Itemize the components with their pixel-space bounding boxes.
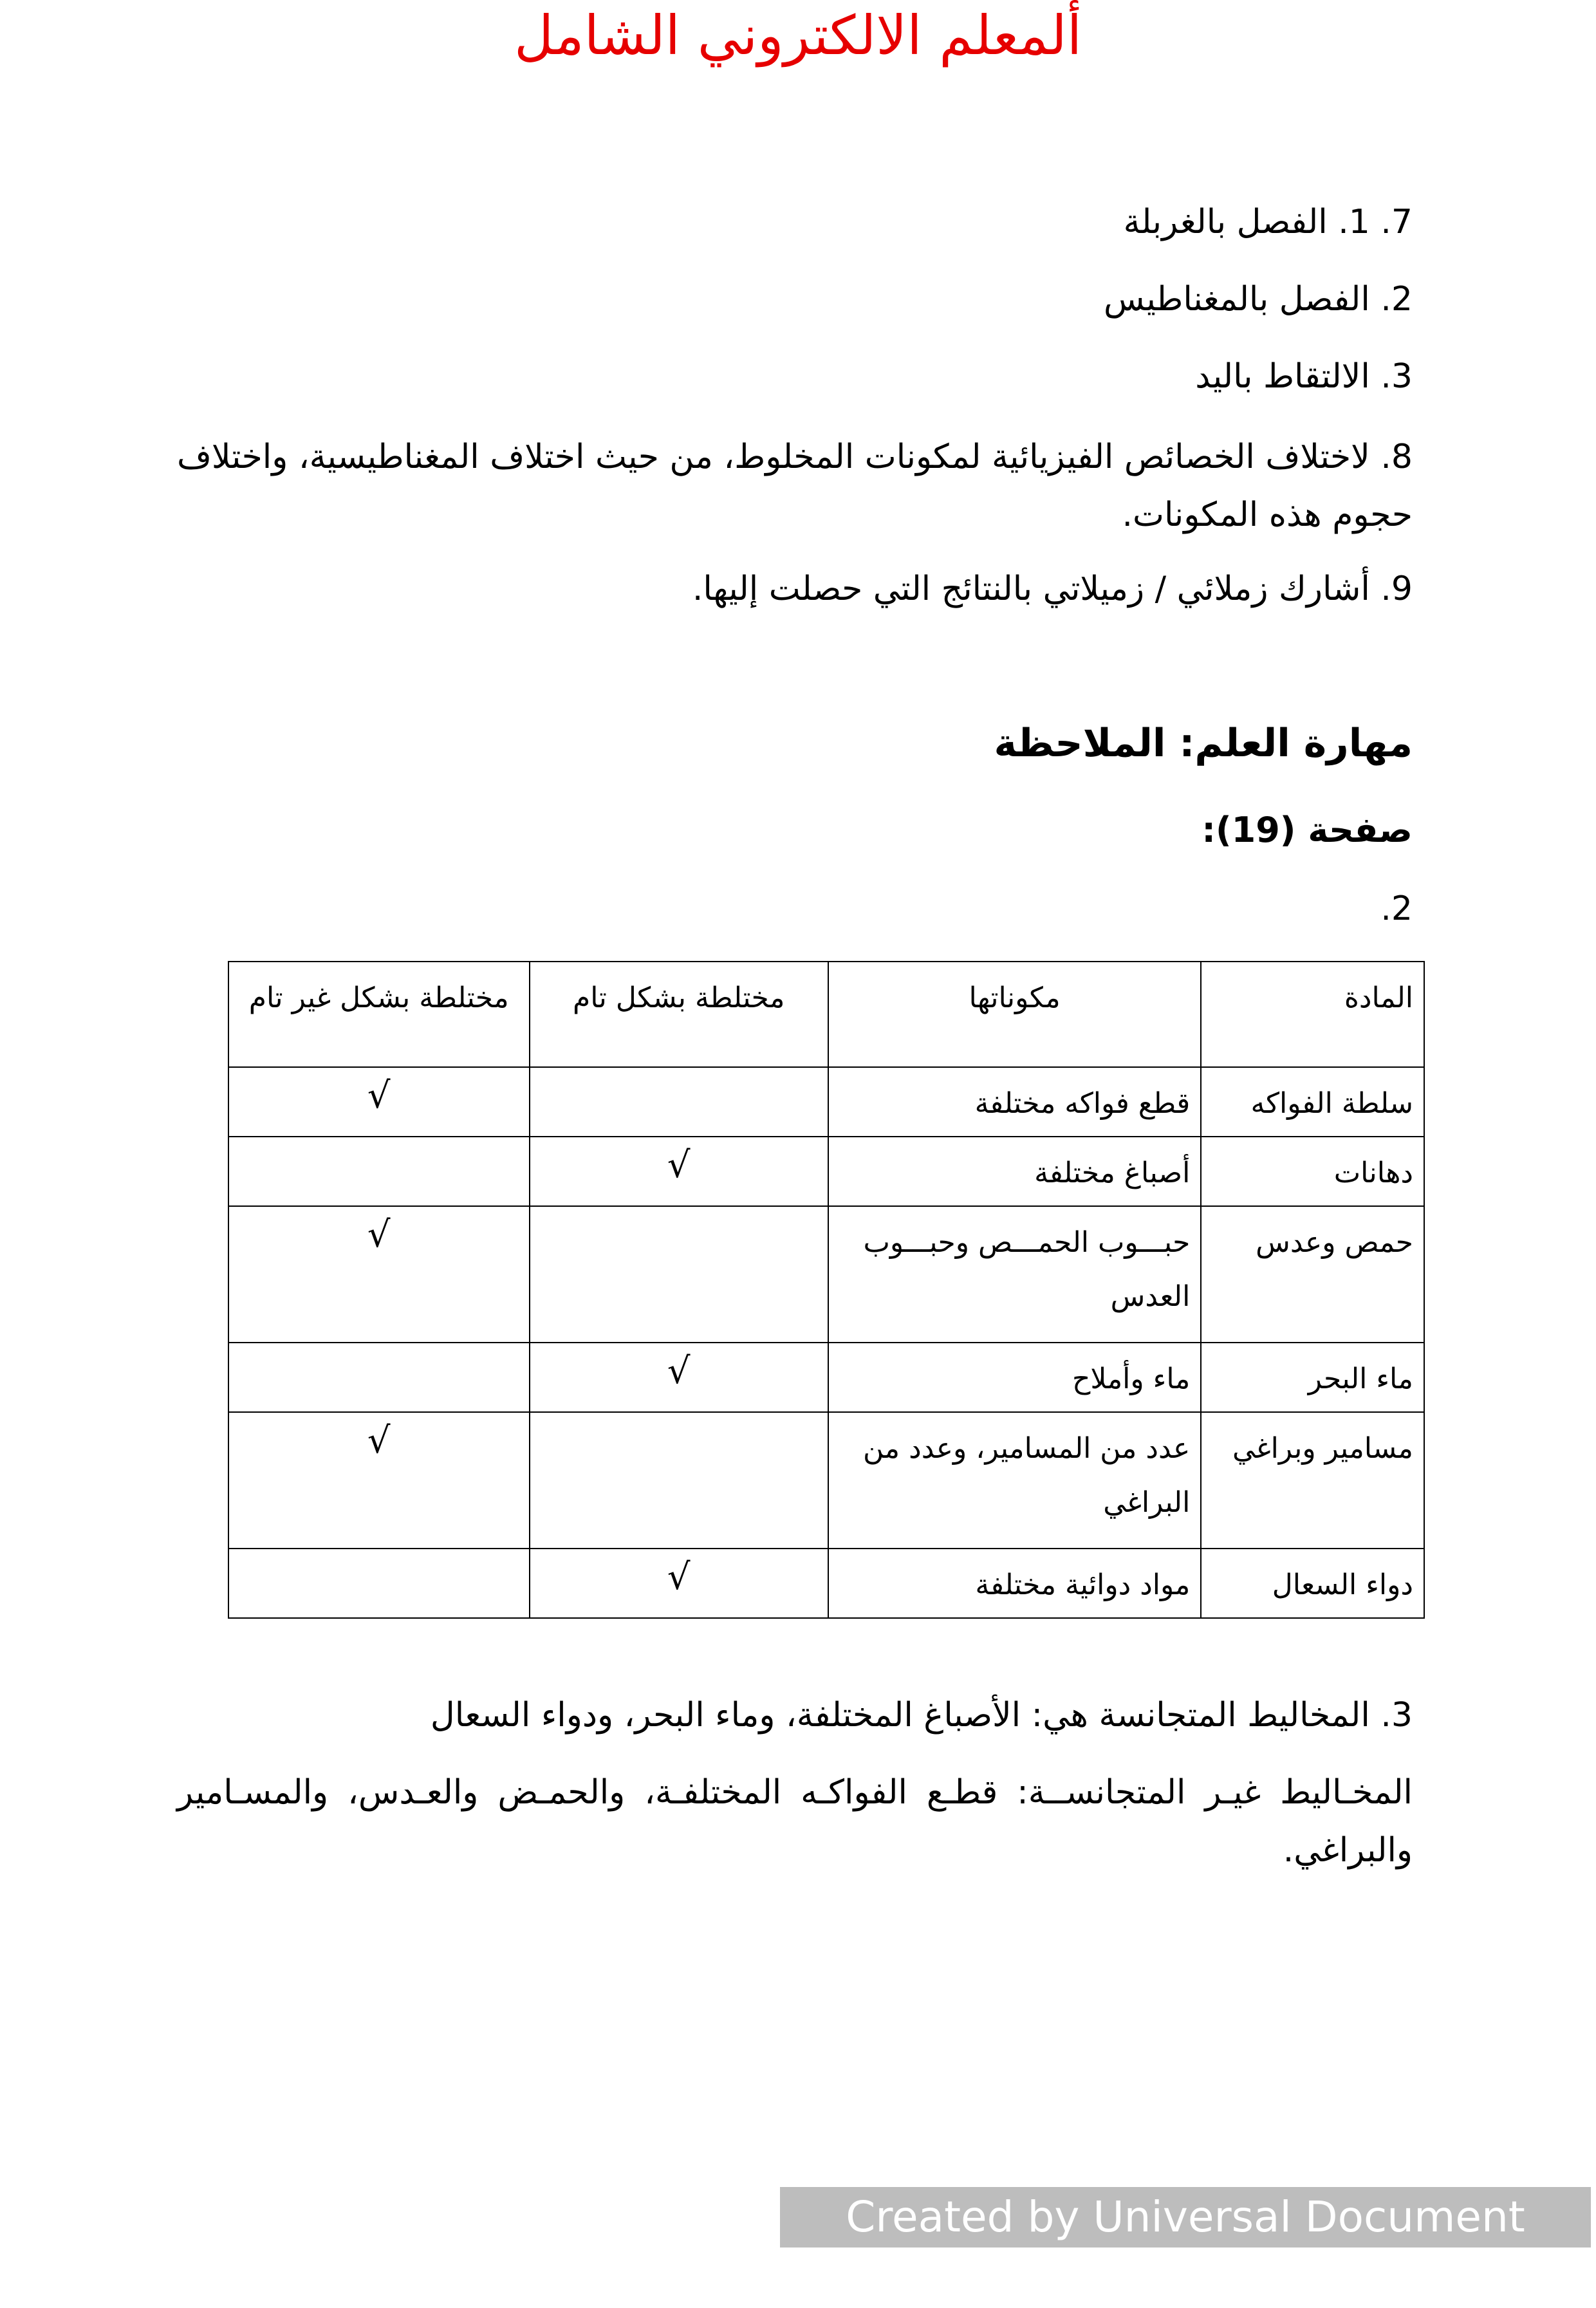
cell-complete-check [530,1067,828,1137]
cell-incomplete-check [228,1343,530,1412]
cell-material: ماء البحر [1201,1343,1424,1412]
cell-material: دواء السعال [1201,1549,1424,1618]
item-number-2: 2. [1380,889,1413,928]
cell-incomplete-check [228,1549,530,1618]
header-incomplete-mix: مختلطة بشكل غير تام [228,962,530,1067]
cell-components: حبـــوب الحمـــص وحبـــوب العدس [828,1206,1201,1343]
cell-components: مواد دوائية مختلفة [828,1549,1201,1618]
q8-answer: 8. لاختلاف الخصائص الفيزيائية لمكونات المخلوط، من حيث اختلاف المغناطيسية، واختلاف حجوم هذه المكونات. [177,438,1413,534]
cell-material: سلطة الفواكه [1201,1067,1424,1137]
section-heading: مهارة العلم: الملاحظة [994,721,1413,766]
mixtures-table [228,961,1425,1619]
q9-answer: 9. أشارك زملائي / زميلاتي بالنتائج التي حصلت إليها. [692,570,1413,608]
q7-item-2: 2. الفصل بالمغناطيس [1104,280,1413,319]
header-material: المادة [1201,962,1424,1067]
cell-incomplete-check: √ [228,1206,530,1343]
cell-incomplete-check: √ [228,1412,530,1549]
cell-components: أصباغ مختلفة [828,1137,1201,1206]
page-reference: صفحة (19): [1202,810,1413,850]
cell-incomplete-check: √ [228,1067,530,1137]
watermark: Created by Universal Document Converter [780,2187,1591,2248]
q3-homogeneous: 3. المخاليط المتجانسة هي: الأصباغ المختلفة، وماء البحر، ودواء السعال [430,1696,1413,1735]
q3-heterogeneous: المخـاليط غيـر المتجانســة: قطـع الفواكـه المختلفـة، والحمـض والعـدس، والمسـامير والبراغي. [177,1773,1413,1870]
cell-complete-check: √ [530,1549,828,1618]
cell-material: دهانات [1201,1137,1424,1206]
table-row [228,1206,1424,1343]
q7-item-1: 7. 1. الفصل بالغربلة [1123,203,1413,241]
table-row [228,1343,1424,1412]
table-row [228,1137,1424,1206]
cell-incomplete-check [228,1137,530,1206]
cell-components: ماء وأملاح [828,1343,1201,1412]
cell-complete-check: √ [530,1343,828,1412]
table-row [228,1549,1424,1618]
header-components: مكوناتها [828,962,1201,1067]
cell-complete-check [530,1412,828,1549]
cell-material: حمص وعدس [1201,1206,1424,1343]
cell-material: مسامير وبراغي [1201,1412,1424,1549]
header-complete-mix: مختلطة بشكل تام [530,962,828,1067]
table-header-row [228,962,1424,1067]
cell-complete-check: √ [530,1137,828,1206]
page-title: ألمعلم الالكتروني الشامل [514,4,1082,67]
table-row [228,1412,1424,1549]
cell-components: عدد من المسامير، وعدد من البراغي [828,1412,1201,1549]
table-row [228,1067,1424,1137]
cell-complete-check [530,1206,828,1343]
q7-item-3: 3. الالتقاط باليد [1195,357,1413,396]
cell-components: قطع فواكه مختلفة [828,1067,1201,1137]
